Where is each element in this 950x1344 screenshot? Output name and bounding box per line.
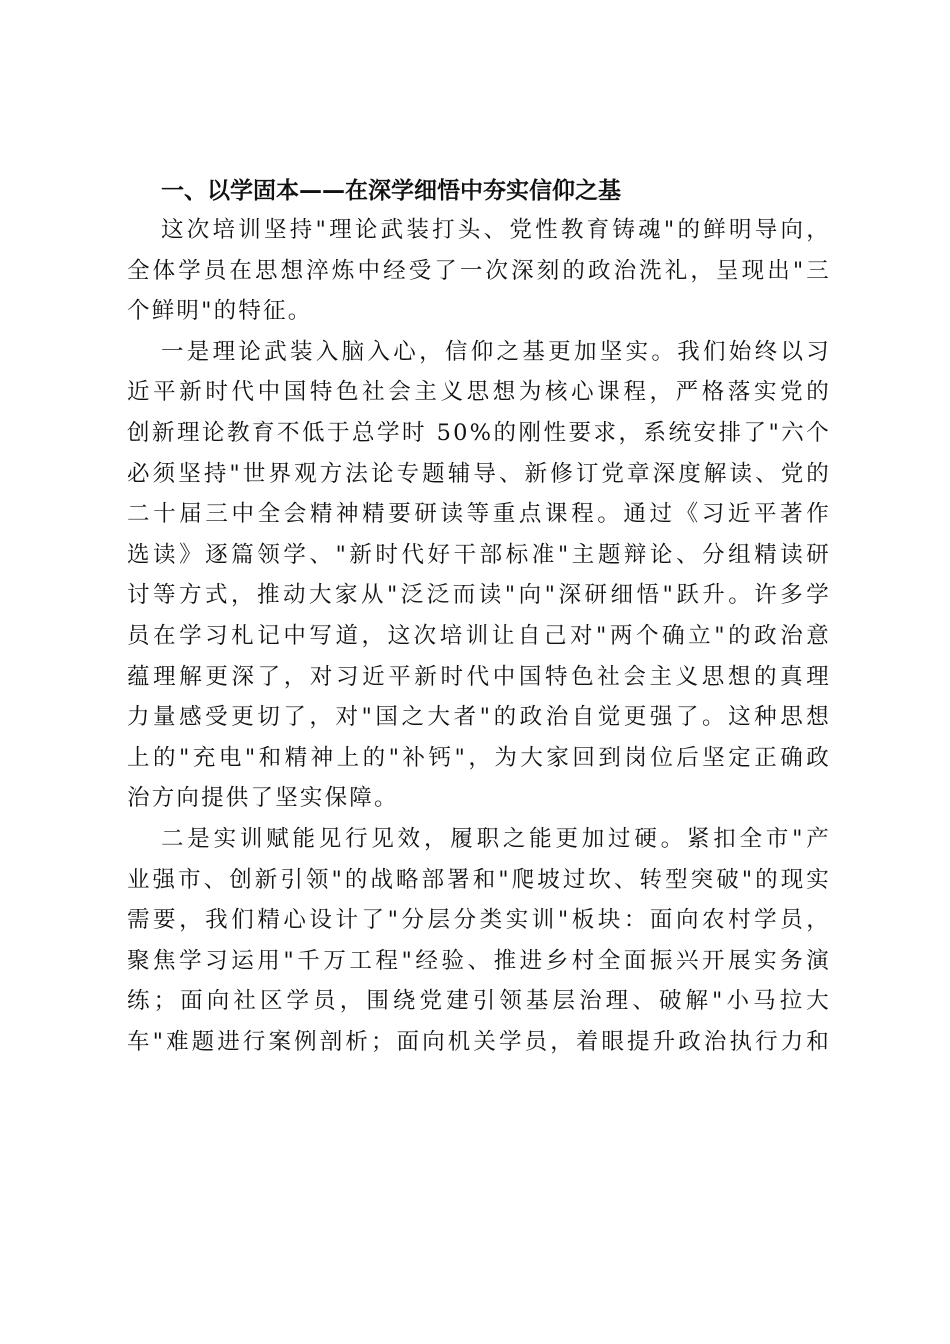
- paragraph-1: [127, 210, 831, 332]
- paragraph-2: [127, 332, 831, 819]
- paragraph-line: 蕴理解更深了，对习近平新时代中国特色社会主义思想的真理: [127, 663, 831, 690]
- paragraph-line: 二是实训赋能见行见效，履职之能更加过硬。紧扣全市"产: [161, 825, 831, 852]
- paragraph-line: 讨等方式，推动大家从"泛泛而读"向"深研细悟"跃升。许多学: [127, 582, 831, 609]
- paragraph-line: 上的"充电"和精神上的"补钙"，为大家回到岗位后坚定正确政: [127, 744, 831, 771]
- paragraph-line: 业强市、创新引领"的战略部署和"爬坡过坎、转型突破"的现实: [127, 866, 831, 893]
- paragraph-line: 近平新时代中国特色社会主义思想为核心课程，严格落实党的: [127, 379, 831, 406]
- paragraph-line: 车"难题进行案例剖析；面向机关学员，着眼提升政治执行力和: [127, 1028, 831, 1055]
- paragraph-3: [127, 819, 831, 1063]
- paragraph-line: 治方向提供了坚实保障。: [127, 785, 399, 812]
- paragraph-line: 员在学习札记中写道，这次培训让自己对"两个确立"的政治意: [127, 622, 831, 649]
- paragraph-line: 一是理论武装入脑入心，信仰之基更加坚实。我们始终以习: [161, 338, 831, 365]
- paragraph-line: 选读》逐篇领学、"新时代好干部标准"主题辩论、分组精读研: [127, 541, 831, 568]
- paragraph-line: 力量感受更切了，对"国之大者"的政治自觉更强了。这种思想: [127, 704, 831, 731]
- document-body: [127, 172, 831, 1062]
- paragraph-line: 个鲜明"的特征。: [127, 298, 313, 325]
- paragraph-line: 必须坚持"世界观方法论专题辅导、新修订党章深度解读、党的: [127, 460, 831, 487]
- paragraph-line: 聚焦学习运用"千万工程"经验、推进乡村全面振兴开展实务演: [127, 947, 831, 974]
- paragraph-line: 这次培训坚持"理论武装打头、党性教育铸魂"的鲜明导向，: [161, 217, 831, 243]
- paragraph-line: 全体学员在思想淬炼中经受了一次深刻的政治洗礼，呈现出"三: [127, 257, 831, 284]
- paragraph-line: 二十届三中全会精神精要研读等重点课程。通过《习近平著作: [127, 501, 831, 528]
- paragraph-line: 需要，我们精心设计了"分层分类实训"板块：面向农村学员，: [127, 907, 831, 934]
- section-heading: 一、以学固本——在深学细悟中夯实信仰之基: [161, 178, 621, 204]
- paragraph-line: 练；面向社区学员，围绕党建引领基层治理、破解"小马拉大: [127, 988, 831, 1015]
- paragraph-line: 创新理论教育不低于总学时 50%的刚性要求，系统安排了"六个: [127, 419, 831, 446]
